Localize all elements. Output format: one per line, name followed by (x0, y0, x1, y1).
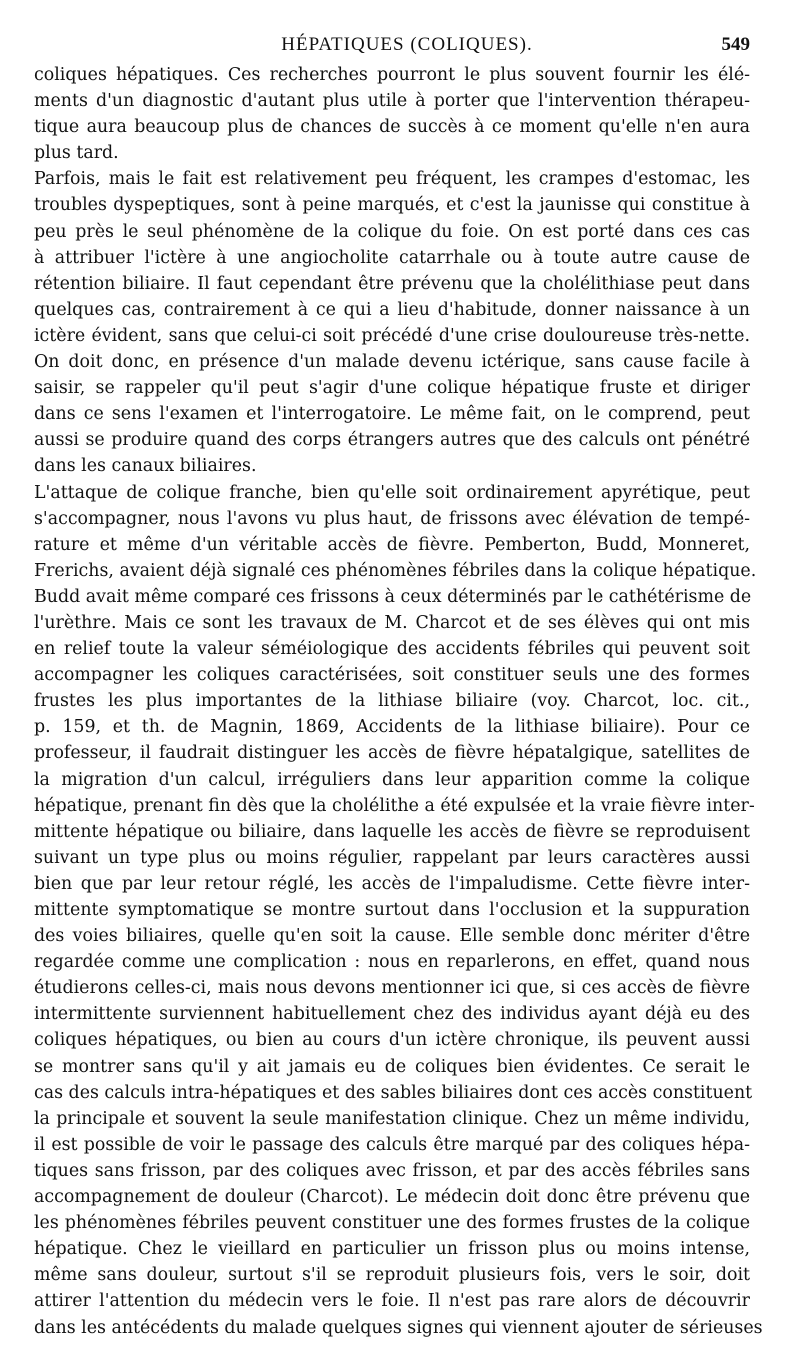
text-line: hépatique, prenant fin dès que la cholélithe a été expulsée et la vraie fièvre inter- (34, 795, 755, 816)
text-line: professeur, il faudrait distinguer les accès de fièvre hépatalgique, satellites de (34, 743, 750, 764)
text-line: suivant un type plus ou moins régulier, rappelant par leurs caractères aussi (34, 847, 750, 868)
text-line: Frerichs, avaient déjà signalé ces phénomènes fébriles dans la colique hépatique. (34, 560, 757, 581)
text-line: saisir, se rappeler qu'il peut s'agir d'une colique hépatique fruste et diriger (34, 378, 750, 399)
running-head (34, 34, 750, 58)
text-line: aussi se produire quand des corps étrangers autres que des calculs ont pénétré (34, 430, 750, 451)
text-line: s'accompagner, nous l'avons vu plus haut, de frissons avec élévation de tempé- (34, 508, 750, 529)
running-title: HÉPATIQUES (COLIQUES). (281, 34, 533, 55)
text-line: cas des calculs intra-hépatiques et des sables biliaires dont ces accès constituent (34, 1082, 753, 1103)
text-line: intermittente surviennent habituellement chez des individus ayant déjà eu des (34, 1004, 750, 1025)
text-line: mittente hépatique ou biliaire, dans laquelle les accès de fièvre se reproduisent (34, 821, 750, 842)
text-line: p. 159, et th. de Magnin, 1869, Accidents de la lithiase biliaire). Pour ce (34, 717, 750, 738)
text-line: hépatique. Chez le vieillard en particulier un frisson plus ou moins intense, (34, 1239, 750, 1260)
text-line: rétention biliaire. Il faut cependant être prévenu que la cholélithiase peut dans (34, 273, 750, 294)
text-line: rature et même d'un véritable accès de fièvre. Pemberton, Budd, Monneret, (34, 534, 750, 555)
page-number: 549 (721, 34, 750, 55)
text-line: se montrer sans qu'il y ait jamais eu de coliques bien évidentes. Ce serait le (34, 1056, 750, 1077)
text-line: ictère évident, sans que celui-ci soit précédé d'une crise douloureuse très-nette. (34, 325, 750, 346)
text-line: dans les antécédents du malade quelques signes qui viennent ajouter de sérieuses (34, 1317, 763, 1338)
text-line: coliques hépatiques, ou bien au cours d'un ictère chronique, ils peuvent aussi (34, 1030, 750, 1051)
text-line: tiques sans frisson, par des coliques avec frisson, et par des accès fébriles sans (34, 1160, 750, 1181)
body-text (34, 62, 763, 1341)
text-line: dans ce sens l'examen et l'interrogatoire. Le même fait, on le comprend, peut (34, 404, 750, 425)
text-line: la migration d'un calcul, irréguliers dans leur apparition comme la colique (34, 769, 750, 790)
text-line: bien que par leur retour réglé, les accès de l'impaludisme. Cette fièvre inter- (34, 873, 750, 894)
text-line: accompagnement de douleur (Charcot). Le médecin doit donc être prévenu que (34, 1187, 750, 1208)
text-line: On doit donc, en présence d'un malade devenu ictérique, sans cause facile à (34, 352, 750, 373)
text-line: l'urèthre. Mais ce sont les travaux de M. Charcot et de ses élèves qui ont mis (34, 612, 750, 633)
text-line: ments d'un diagnostic d'autant plus utile à porter que l'intervention thérapeu- (34, 91, 750, 112)
text-line: troubles dyspeptiques, sont à peine marqués, et c'est la jaunisse qui constitue à (34, 195, 750, 216)
text-line: attirer l'attention du médecin vers le foie. Il n'est pas rare alors de découvrir (34, 1291, 750, 1312)
text-line: les phénomènes fébriles peuvent constituer une des formes frustes de la colique (34, 1213, 750, 1234)
text-line: à attribuer l'ictère à une angiocholite catarrhale ou à toute autre cause de (34, 247, 750, 268)
text-line: mittente symptomatique se montre surtout dans l'occlusion et la suppuration (34, 900, 750, 920)
text-line: peu près le seul phénomène de la colique du foie. On est porté dans ces cas (34, 221, 750, 242)
text-line: quelques cas, contrairement à ce qui a lieu d'habitude, donner naissance à un (34, 299, 750, 320)
text-line: L'attaque de colique franche, bien qu'elle soit ordinairement apyrétique, peut (34, 482, 750, 503)
text-line: regardée comme une complication : nous en reparlerons, en effet, quand nous (34, 952, 750, 973)
text-line: accompagner les coliques caractérisées, soit constituer seuls une des formes (34, 665, 750, 686)
text-line: dans les canaux biliaires. (34, 456, 257, 477)
text-line: il est possible de voir le passage des calculs être marqué par des coliques hépa- (34, 1134, 750, 1155)
text-line: frustes les plus importantes de la lithiase biliaire (voy. Charcot, loc. cit., (34, 691, 750, 712)
text-line: coliques hépatiques. Ces recherches pourront le plus souvent fournir les élé- (34, 65, 750, 85)
text-line: étudierons celles-ci, mais nous devons mentionner ici que, si ces accès de fièvre (34, 978, 750, 999)
text-line: plus tard. (34, 143, 119, 164)
text-line: Budd avait même comparé ces frissons à ceux déterminés par le cathétérisme de (34, 586, 752, 607)
text-line: en relief toute la valeur séméiologique des accidents fébriles qui peuvent soit (34, 639, 750, 660)
text-line: Parfois, mais le fait est relativement peu fréquent, les crampes d'estomac, les (34, 169, 750, 190)
text-line: tique aura beaucoup plus de chances de succès à ce moment qu'elle n'en aura (34, 117, 750, 138)
text-line: la principale et souvent la seule manifestation clinique. Chez un même individu, (34, 1108, 750, 1129)
text-line: même sans douleur, surtout s'il se reproduit plusieurs fois, vers le soir, doit (34, 1265, 750, 1286)
text-line: des voies biliaires, quelle qu'en soit la cause. Elle semble donc mériter d'être (34, 926, 750, 947)
